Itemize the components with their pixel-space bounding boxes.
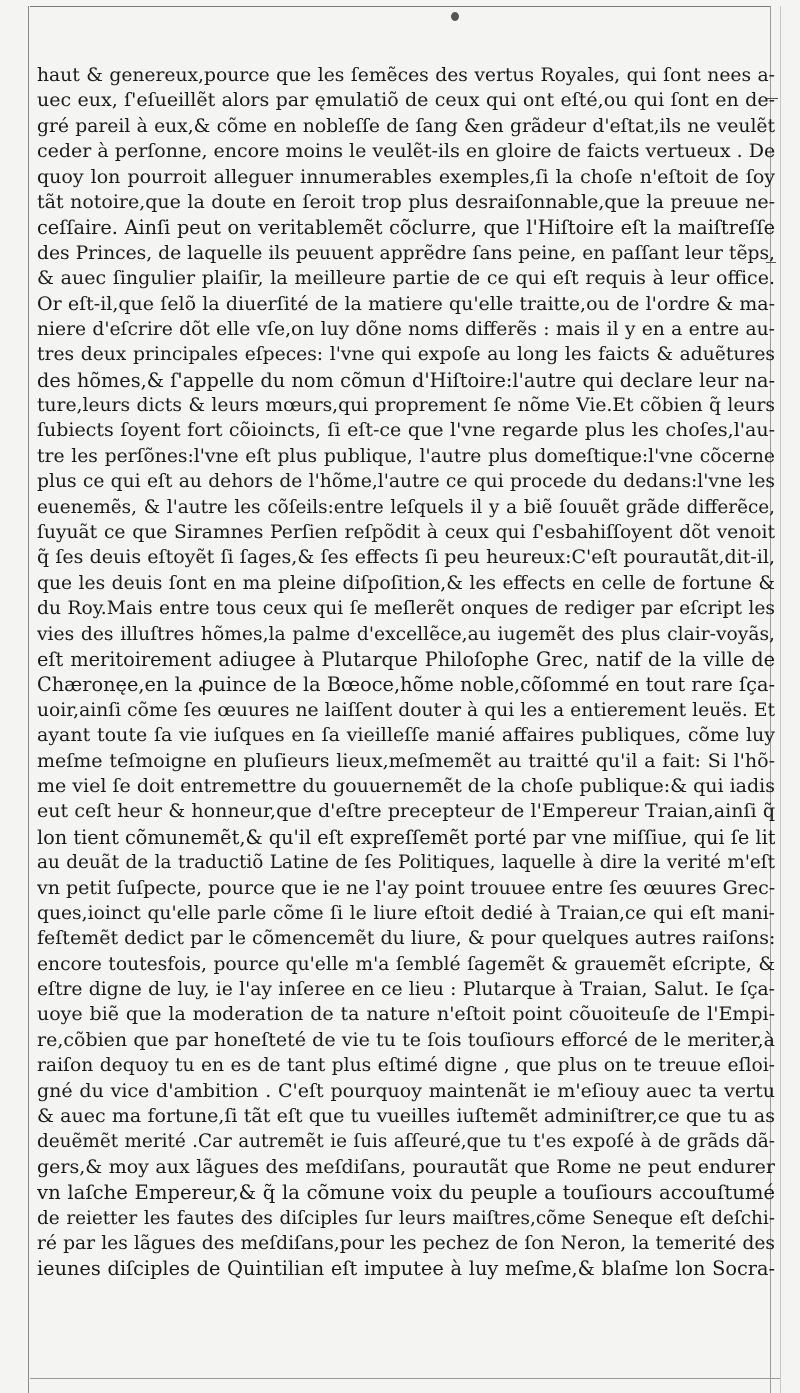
text-line: uec eux, ſ'eſueillẽt alors par ęmulatiõ de ceux qui ont eſté,ou qui ſont en de-: [37, 89, 775, 112]
text-line: ieunes diſciples de Quintilian eſt imputee à luy meſme,& blaſme lon Socra-: [37, 1257, 775, 1281]
text-line: ayant toute ſa vie iuſques en ſa vieilleſſe manié affaires publiques, cõme luy: [37, 724, 775, 747]
text-line: niere d'eſcrire dõt elle vſe,on luy dõne noms differẽs : mais il y en a entre au-: [37, 318, 775, 340]
text-line: tre les perſõnes:l'vne eſt plus publique, l'autre plus domeſtique:l'vne cõcerne: [37, 445, 775, 467]
text-line: que les deuis ſont en ma pleine diſpoſition,& les effects en celle de fortune &: [37, 572, 775, 594]
text-line: ſuyuãt ce que Siramnes Perſien reſpõdit à ceux qui ſ'esbahiſſoyent dõt venoit: [37, 522, 775, 544]
text-line: vies des illuſtres hõmes,la palme d'excellẽce,au iugemẽt des plus clair-voyãs,: [37, 623, 775, 645]
text-line: lon tient cõmunemẽt,& qu'il eſt expreſſemẽt porté par vne miſſiue, qui ſe lit: [37, 825, 775, 849]
text-line: plus ce qui eſt au dehors de l'hõme,l'autre ce qui procede du dedans:l'vne les: [37, 471, 775, 493]
text-line: vn petit ſuſpecte, pource que ie ne l'ay point trouuee entre ſes œuures Grec-: [37, 876, 775, 899]
text-line: & auec ſingulier plaiſir, la meilleure partie de ce qui eſt requis à leur office.: [37, 267, 775, 290]
text-line: Or eſt-il,que ſelõ la diuerſité de la matiere qu'elle traitte,ou de l'ordre & ma-: [37, 292, 775, 315]
text-line: tãt notoire,que la doute en ſeroit trop plus desraiſonnable,que la preuue ne-: [37, 190, 775, 213]
text-line: quoy lon pourroit alleguer innumerables exemples,ſi la choſe n'eſtoit de ſoy: [37, 165, 775, 188]
text-line: encore toutesfois, pource qu'elle m'a ſemblé ſagemẽt & grauemẽt eſcripte, &: [37, 953, 775, 975]
text-line: gré pareil à eux,& cõme en nobleſſe de ſang &en grãdeur d'eſtat,ils ne veulẽt: [37, 115, 775, 137]
scan-border-right-inner: [780, 6, 781, 1393]
scan-border-top: [30, 6, 770, 7]
text-line: vn laſche Empereur,& q̃ la cõmune voix du peuple a touſiours accouſtumé: [37, 1181, 775, 1205]
text-line: tres deux principales eſpeces: l'vne qui expoſe au long les faicts & aduẽtures: [37, 344, 775, 366]
text-line: des Princes, de laquelle ils peuuent apprẽdre ſans peine, en paſſant leur tẽps,: [37, 242, 775, 264]
ink-spot: [451, 12, 459, 21]
text-line: feſtemẽt dedict par le cõmencemẽt du liure, & pour quelques autres raiſons:: [37, 927, 775, 950]
text-line: au deuãt de la traductiõ Latine de ſes Politiques, laquelle à dire la verité m'eſt: [37, 852, 775, 874]
text-line: re,cõbien que par honeſteté de vie tu te ſois touſiours efforcé de le meriter,à: [37, 1028, 775, 1051]
text-line: deuẽmẽt merité .Car autremẽt ie ſuis aſſeuré,que tu t'es expoſé à de grãds dã-: [37, 1131, 775, 1153]
text-line: euenemẽs, & l'autre les cõſeils:entre leſquels il y a biẽ ſouuẽt grãde differẽce,: [37, 496, 775, 518]
text-line: de reietter les fautes des diſciples ſur leurs maiſtres,cõme Seneque eſt deſchi-: [37, 1207, 775, 1229]
text-line: & auec ma fortune,ſi tãt eſt que tu vueilles iuſtemẽt adminiſtrer,ce que tu as: [37, 1105, 775, 1128]
text-line: ceder à perſonne, encore moins le veulẽt-ils en gloire de faicts vertueux . De: [37, 140, 775, 163]
text-line: uoye biẽ que la moderation de ta nature n'eſtoit point cõuoiteuſe de l'Empi-: [37, 1003, 775, 1026]
scan-border-bottom: [30, 1378, 780, 1379]
text-line: eſtre digne de luy, ie l'ay inſeree en ce lieu : Plutarque à Traian, Salut. Ie ſça-: [37, 979, 775, 1001]
text-line: meſme teſmoigne en pluſieurs lieux,meſmemẽt au traitté qu'il a fait: Si l'hõ-: [37, 749, 775, 772]
text-line: ſubiects ſoyent fort cõioincts, ſi eſt-ce que l'vne regarde plus les choſes,l'au-: [37, 419, 775, 442]
text-line: Chæronęe,en la ꝓuince de la Bœoce,hõme noble,cõſommé en tout rare ſça-: [37, 673, 775, 697]
text-line: eſt meritoirement adiugee à Plutarque Philoſophe Grec, natif de la ville de: [37, 647, 775, 671]
scan-border-left: [28, 6, 29, 1393]
text-line: ques,ioinct qu'elle parle cõme ſi le liure eſtoit dedié à Traian,ce qui eſt mani-: [37, 902, 775, 924]
text-line: gers,& moy aux lãgues des meſdiſans, pourautãt que Rome ne peut endurer: [37, 1155, 775, 1178]
text-line: ré par les lãgues des meſdiſans,pour les pechez de ſon Neron, la temerité des: [37, 1232, 775, 1254]
text-line: haut & genereux,pource que les ſemẽces des vertus Royales, qui ſont nees a-: [37, 65, 775, 86]
text-line: gné du vice d'ambition . C'eſt pourquoy maintenãt ie m'eſiouy auec ta vertu: [37, 1079, 775, 1102]
text-line: ceſſaire. Ainſi peut on veritablemẽt cõclurre, que l'Hiſtoire eſt la maiſtreſſe: [37, 216, 775, 240]
text-line: uoir,ainſi cõme ſes œuures ne laiſſent douter à qui les a entierement leuës. Et: [37, 699, 775, 721]
text-line: raiſon dequoy tu en es de tant plus eſtimé digne , que plus on te treuue eſloi-: [37, 1055, 775, 1077]
text-line: me viel ſe doit entremettre du gouuernemẽt de la choſe publique:& qui iadis: [37, 774, 775, 797]
text-line: du Roy.Mais entre tous ceux qui ſe meſlerẽt onques de rediger par eſcript les: [37, 598, 775, 620]
text-line: eut ceſt heur & honneur,que d'eſtre precepteur de l'Empereur Traian,ainſi q̃: [37, 800, 775, 823]
body-text: [37, 63, 775, 1282]
text-line: des hõmes,& ſ'appelle du nom cõmun d'Hiſtoire:l'autre qui declare leur na-: [37, 368, 775, 392]
text-line: ture,leurs dicts & leurs mœurs,qui proprement ſe nõme Vie.Et cõbien q̃ leurs: [37, 395, 775, 417]
text-line: q̃ ſes deuis eſtoyẽt ſi ſages,& ſes effects ſi peu heureux:C'eſt pourautãt,dit-il,: [37, 546, 775, 569]
